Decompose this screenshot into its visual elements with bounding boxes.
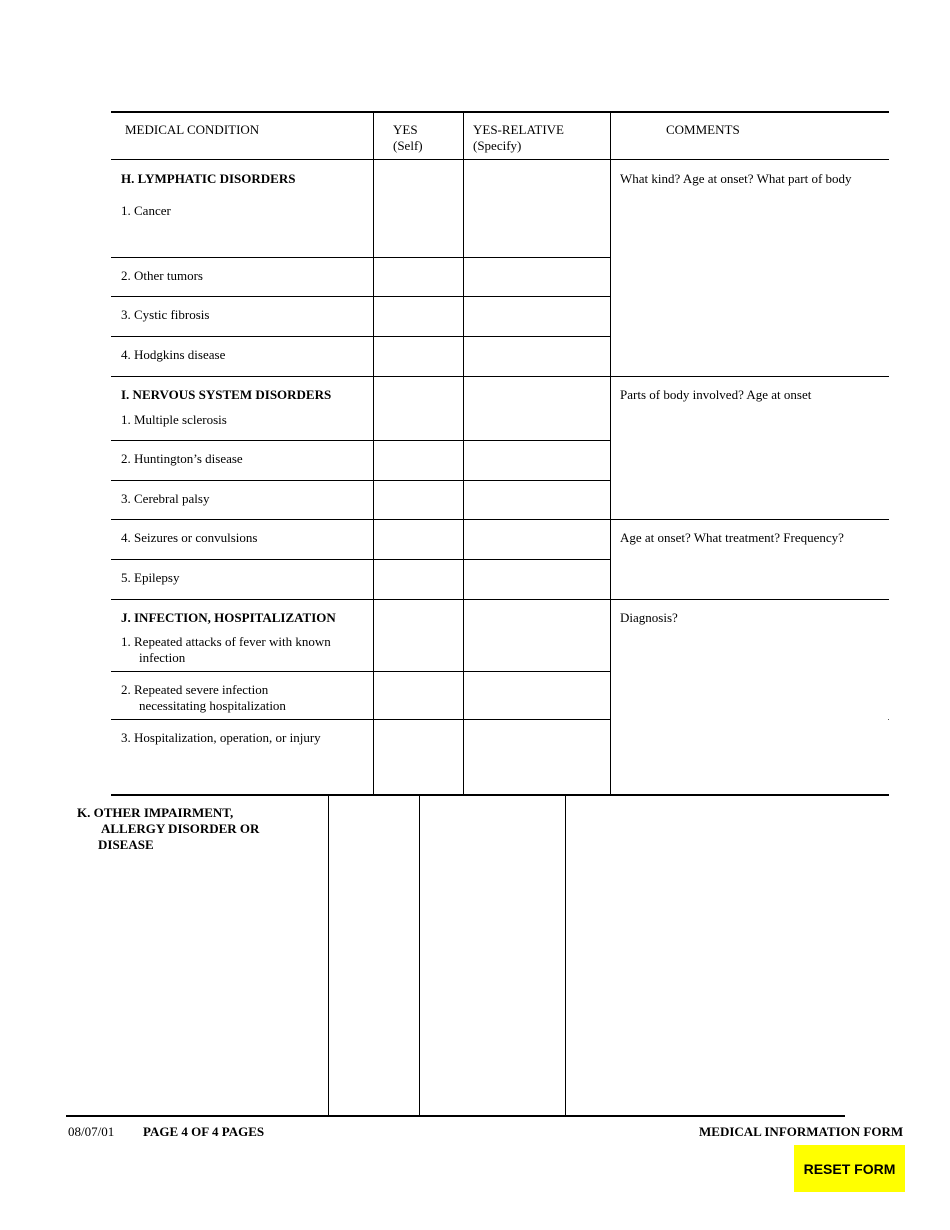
- header-yes-relative: YES-RELATIVE: [473, 122, 564, 137]
- condition-multiple-sclerosis: 1. Multiple sclerosis: [121, 412, 227, 427]
- condition-cystic-fibrosis: 3. Cystic fibrosis: [121, 307, 210, 322]
- section-i-title: I. NERVOUS SYSTEM DISORDERS: [121, 387, 332, 402]
- header-comments: COMMENTS: [666, 122, 740, 137]
- comment-seizures-epilepsy: Age at onset? What treatment? Frequency?: [620, 530, 844, 545]
- header-medical-condition: MEDICAL CONDITION: [125, 122, 260, 137]
- section-k-title-line1: K. OTHER IMPAIRMENT,: [77, 805, 234, 820]
- condition-huntingtons-disease: 2. Huntington’s disease: [121, 451, 243, 466]
- condition-epilepsy: 5. Epilepsy: [121, 570, 180, 585]
- condition-cerebral-palsy: 3. Cerebral palsy: [121, 491, 210, 506]
- condition-repeated-fever-line2: infection: [139, 650, 186, 665]
- condition-hospitalization: 3. Hospitalization, operation, or injury: [121, 730, 321, 745]
- footer-page-number: PAGE 4 OF 4 PAGES: [143, 1124, 265, 1139]
- condition-other-tumors: 2. Other tumors: [121, 268, 203, 283]
- section-k-title-line3: DISEASE: [98, 837, 154, 852]
- section-j-title: J. INFECTION, HOSPITALIZATION: [121, 610, 336, 625]
- footer-form-name: MEDICAL INFORMATION FORM: [699, 1124, 904, 1139]
- header-yes-self: (Self): [393, 138, 423, 153]
- condition-severe-infection-line1: 2. Repeated severe infection: [121, 682, 269, 697]
- header-yes-relative-specify: (Specify): [473, 138, 522, 153]
- condition-hodgkins-disease: 4. Hodgkins disease: [121, 347, 226, 362]
- reset-form-button[interactable]: RESET FORM: [794, 1145, 905, 1192]
- comment-section-h: What kind? Age at onset? What part of body: [620, 171, 852, 186]
- footer-date: 08/07/01: [68, 1124, 115, 1139]
- comment-section-j: Diagnosis?: [620, 610, 678, 625]
- header-yes: YES: [393, 122, 418, 137]
- condition-cancer: 1. Cancer: [121, 203, 171, 218]
- condition-repeated-fever-line1: 1. Repeated attacks of fever with known: [121, 634, 331, 649]
- condition-seizures: 4. Seizures or convulsions: [121, 530, 258, 545]
- comment-section-i: Parts of body involved? Age at onset: [620, 387, 812, 402]
- section-k-title-line2: ALLERGY DISORDER OR: [101, 821, 260, 836]
- section-h-title: H. LYMPHATIC DISORDERS: [121, 171, 296, 186]
- condition-severe-infection-line2: necessitating hospitalization: [139, 698, 286, 713]
